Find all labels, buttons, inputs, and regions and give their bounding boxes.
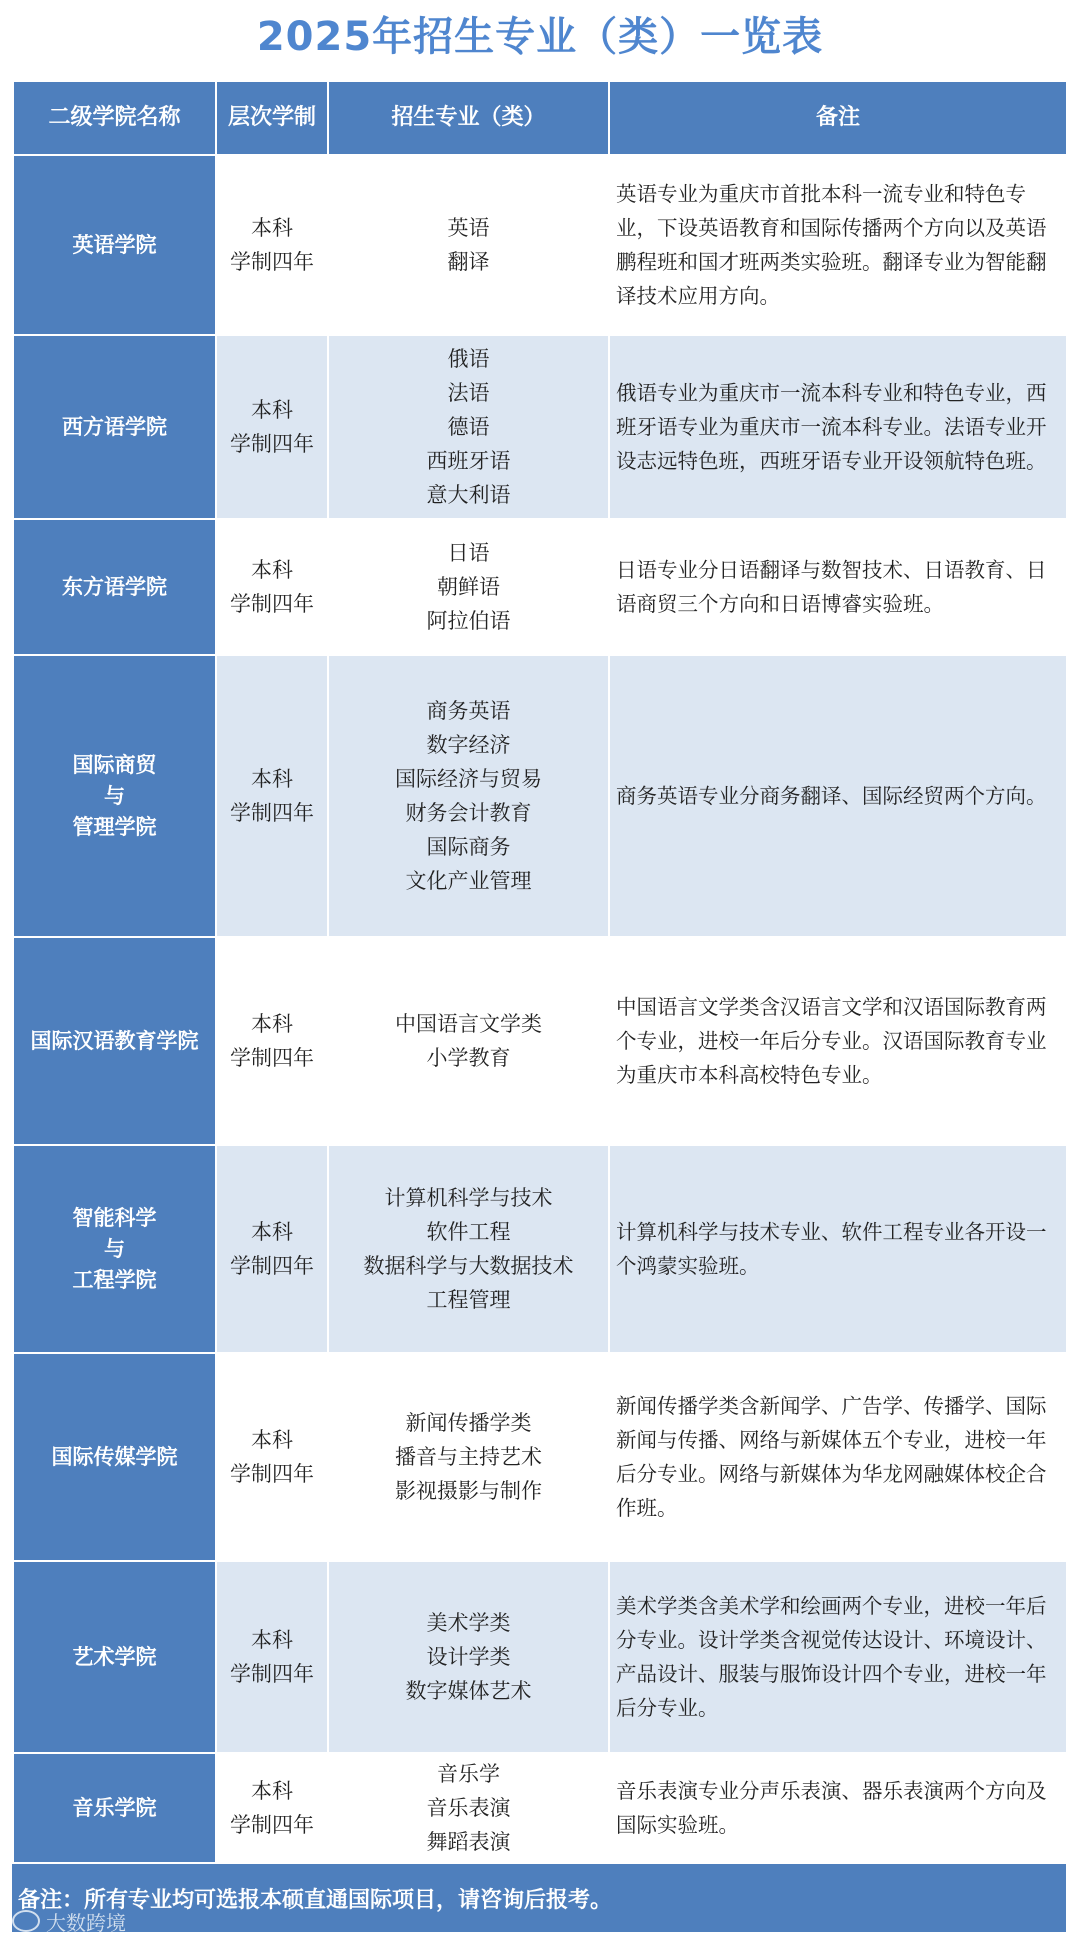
majors-cell-line: 中国语言文学类 (395, 1012, 542, 1036)
level-cell-line: 本科 (251, 216, 293, 240)
majors-cell-line: 播音与主持艺术 (395, 1445, 542, 1469)
level-cell-line: 本科 (251, 558, 293, 582)
college-name (13, 155, 216, 335)
note-cell: 英语专业为重庆市首批本科一流专业和特色专业，下设英语教育和国际传播两个方向以及英语鹏程班和国才班两类实验班。翻译专业为智能翻译技术应用方向。 (609, 155, 1067, 335)
level-cell (216, 1353, 328, 1561)
note-cell: 日语专业分日语翻译与数智技术、日语教育、日语商贸三个方向和日语博睿实验班。 (609, 519, 1067, 655)
majors-cell-line: 国际经济与贸易 (395, 767, 542, 791)
majors-cell-line: 音乐学 (437, 1762, 500, 1786)
note-cell: 商务英语专业分商务翻译、国际经贸两个方向。 (609, 655, 1067, 937)
majors-cell (328, 155, 609, 335)
majors-cell-line: 翻译 (447, 250, 490, 274)
majors-cell-line: 阿拉伯语 (426, 609, 511, 633)
level-cell-line: 本科 (251, 1779, 293, 1803)
level-cell-line: 本科 (251, 1012, 293, 1036)
majors-cell-line: 音乐表演 (426, 1796, 511, 1820)
college-name (13, 1145, 216, 1353)
majors-cell-line: 意大利语 (426, 483, 511, 507)
college-name-line: 与 (104, 1236, 125, 1261)
table-header-row (13, 81, 1067, 155)
college-name-line: 管理学院 (72, 814, 157, 839)
level-cell-line: 学制四年 (230, 1662, 314, 1686)
majors-cell-line: 财务会计教育 (405, 801, 532, 825)
majors-cell-line: 商务英语 (426, 699, 511, 723)
header-majors: 招生专业（类） (328, 81, 609, 155)
page-title: 2025年招生专业（类）一览表 (256, 13, 824, 60)
table-row (13, 655, 1067, 937)
watermark-logo-icon (12, 1910, 40, 1932)
majors-cell-line: 软件工程 (426, 1220, 511, 1244)
note-cell: 俄语专业为重庆市一流本科专业和特色专业，西班牙语专业为重庆市一流本科专业。法语专业开设志远特色班，西班牙语专业开设领航特色班。 (609, 335, 1067, 519)
majors-cell-line: 工程管理 (426, 1288, 511, 1312)
note-cell: 美术学类含美术学和绘画两个专业，进校一年后分专业。设计学类含视觉传达设计、环境设计、产品设计、服装与服饰设计四个专业，进校一年后分专业。 (609, 1561, 1067, 1753)
college-name-line: 国际汉语教育学院 (30, 1028, 199, 1053)
majors-cell (328, 1353, 609, 1561)
majors-cell-line: 设计学类 (426, 1645, 511, 1669)
table-row (13, 937, 1067, 1145)
majors-cell (328, 1145, 609, 1353)
majors-cell-line: 数据科学与大数据技术 (363, 1254, 574, 1278)
table-body (13, 155, 1067, 1863)
college-name-line: 英语学院 (72, 232, 157, 257)
college-name-line: 工程学院 (72, 1267, 157, 1292)
level-cell (216, 937, 328, 1145)
college-name-line: 国际商贸 (72, 752, 157, 777)
college-name (13, 519, 216, 655)
college-name (13, 1353, 216, 1561)
footer-note: 备注：所有专业均可选报本硕直通国际项目，请咨询后报考。 (12, 1864, 1066, 1932)
college-name (13, 335, 216, 519)
level-cell-line: 本科 (251, 398, 293, 422)
college-name (13, 1753, 216, 1863)
level-cell (216, 1561, 328, 1753)
table-row (13, 335, 1067, 519)
level-cell-line: 学制四年 (230, 250, 314, 274)
note-cell: 音乐表演专业分声乐表演、器乐表演两个方向及国际实验班。 (609, 1753, 1067, 1863)
level-cell (216, 1753, 328, 1863)
level-cell-line: 本科 (251, 1220, 293, 1244)
level-cell (216, 655, 328, 937)
table-row (13, 519, 1067, 655)
level-cell-line: 学制四年 (230, 1254, 314, 1278)
majors-cell-line: 舞蹈表演 (426, 1830, 511, 1854)
college-name-line: 智能科学 (72, 1205, 157, 1230)
level-cell-line: 学制四年 (230, 1462, 314, 1486)
level-cell (216, 1145, 328, 1353)
college-name-line: 东方语学院 (62, 574, 167, 599)
college-name-line: 艺术学院 (72, 1644, 157, 1669)
majors-cell-line: 日语 (447, 541, 490, 565)
majors-cell-line: 数字媒体艺术 (405, 1679, 532, 1703)
majors-cell (328, 335, 609, 519)
college-name-line: 西方语学院 (62, 414, 167, 439)
majors-cell-line: 朝鲜语 (437, 575, 500, 599)
college-name (13, 655, 216, 937)
table-row (13, 155, 1067, 335)
majors-cell-line: 数字经济 (426, 733, 511, 757)
majors-cell-line: 国际商务 (426, 835, 511, 859)
majors-cell-line: 文化产业管理 (405, 869, 532, 893)
majors-cell (328, 1561, 609, 1753)
college-name (13, 1561, 216, 1753)
level-cell-line: 本科 (251, 1628, 293, 1652)
majors-cell (328, 655, 609, 937)
majors-cell-line: 新闻传播学类 (405, 1411, 532, 1435)
majors-cell-line: 德语 (447, 415, 490, 439)
table-row (13, 1753, 1067, 1863)
level-cell (216, 519, 328, 655)
majors-cell-line: 法语 (447, 381, 490, 405)
majors-cell-line: 小学教育 (426, 1046, 511, 1070)
header-note: 备注 (609, 81, 1067, 155)
college-name-line: 与 (104, 783, 125, 808)
majors-cell-line: 影视摄影与制作 (395, 1479, 542, 1503)
watermark (12, 1906, 126, 1936)
college-name (13, 937, 216, 1145)
enrollment-table (12, 80, 1068, 1864)
majors-cell-line: 西班牙语 (426, 449, 511, 473)
level-cell-line: 学制四年 (230, 1813, 314, 1837)
table-row (13, 1561, 1067, 1753)
majors-cell-line: 英语 (447, 216, 490, 240)
table-row (13, 1353, 1067, 1561)
majors-cell-line: 美术学类 (426, 1611, 511, 1635)
level-cell (216, 155, 328, 335)
level-cell-line: 本科 (251, 1428, 293, 1452)
college-name-line: 国际传媒学院 (51, 1444, 178, 1469)
level-cell (216, 335, 328, 519)
level-cell-line: 学制四年 (230, 1046, 314, 1070)
header-college: 二级学院名称 (13, 81, 216, 155)
level-cell-line: 本科 (251, 767, 293, 791)
table-row (13, 1145, 1067, 1353)
level-cell-line: 学制四年 (230, 801, 314, 825)
note-cell: 中国语言文学类含汉语言文学和汉语国际教育两个专业，进校一年后分专业。汉语国际教育专业为重庆市本科高校特色专业。 (609, 937, 1067, 1145)
majors-cell (328, 937, 609, 1145)
majors-cell (328, 519, 609, 655)
majors-cell-line: 计算机科学与技术 (384, 1186, 553, 1210)
majors-cell (328, 1753, 609, 1863)
majors-cell-line: 俄语 (447, 347, 490, 371)
note-cell: 新闻传播学类含新闻学、广告学、传播学、国际新闻与传播、网络与新媒体五个专业，进校一年后分专业。网络与新媒体为华龙网融媒体校企合作班。 (609, 1353, 1067, 1561)
note-cell: 计算机科学与技术专业、软件工程专业各开设一个鸿蒙实验班。 (609, 1145, 1067, 1353)
header-level: 层次学制 (216, 81, 328, 155)
college-name-line: 音乐学院 (72, 1795, 157, 1820)
watermark-text: 大数跨境 (46, 1910, 126, 1935)
level-cell-line: 学制四年 (230, 432, 314, 456)
level-cell-line: 学制四年 (230, 592, 314, 616)
